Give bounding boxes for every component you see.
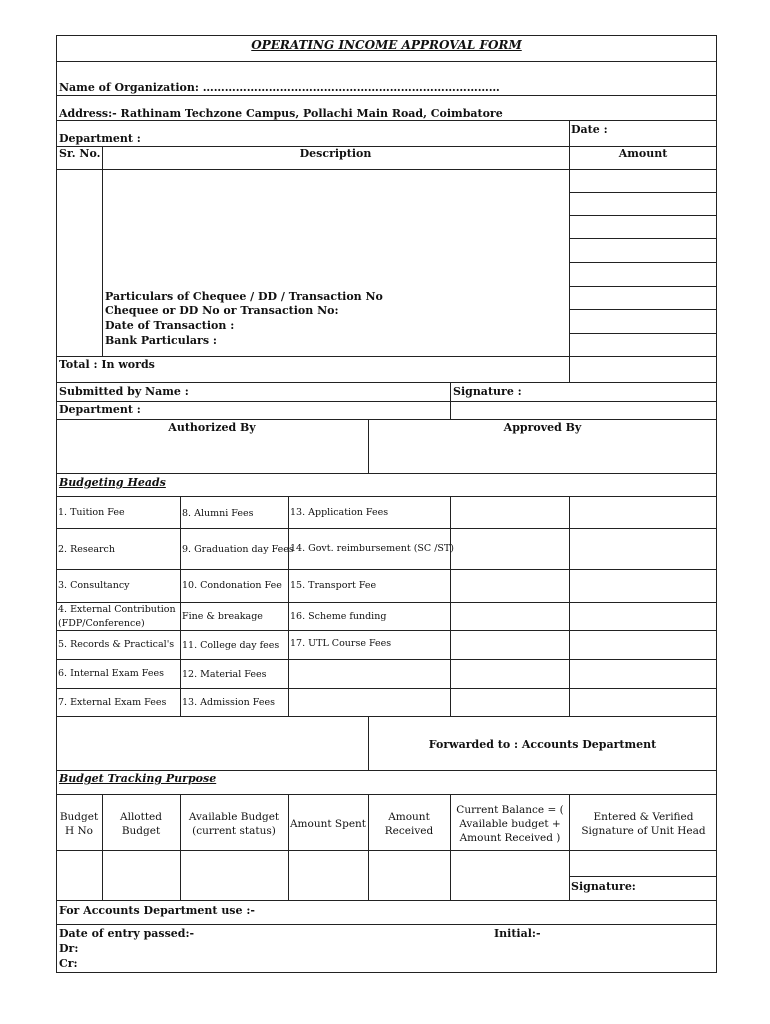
date-label: Date : [571,123,608,136]
particulars-line: Date of Transaction : [105,319,235,332]
rule [56,569,717,570]
budget-head: Fine & breakage [182,611,263,622]
rule [56,120,569,121]
rule [180,496,181,716]
budget-head: 14. Govt. reimbursement (SC /ST) [290,543,454,554]
rule [56,356,717,357]
rule [56,496,717,497]
budget-head: 1. Tuition Fee [58,507,125,518]
rule [569,192,717,193]
accounts-heading: For Accounts Department use :- [59,904,255,917]
rule [56,95,717,96]
budget-head: 12. Material Fees [182,669,267,680]
budget-head: 8. Alumni Fees [182,508,254,519]
budget-head: 16. Scheme funding [290,611,387,622]
tracking-header-signature: Entered & Verified Signature of Unit Head [581,811,706,837]
rule [56,924,717,925]
rule [56,528,717,529]
budgeting-heads-heading: Budgeting Heads [59,476,166,489]
rule [288,794,289,900]
tracking-header-available: Available Budget (current status) [188,811,280,837]
dr-label: Dr: [59,942,79,955]
budget-head: 5. Records & Practical's [58,639,175,650]
organization-label: Name of Organization: ……………………………………………………………………… [59,81,500,94]
submitted-by-label: Submitted by Name : [59,385,189,398]
rule [56,419,717,420]
rule [450,794,451,900]
total-label: Total : In words [59,358,155,371]
rule [288,496,289,716]
budget-head: 10. Condonation Fee [182,580,282,591]
rule [450,382,451,419]
rule [56,659,717,660]
date-entry-label: Date of entry passed:- [59,927,195,940]
rule [56,716,717,717]
forwarded-label: Forwarded to : Accounts Department [428,738,657,751]
budget-head: 13. Application Fees [290,507,389,518]
tracking-header-budget-h-no: Budget H No [59,811,99,837]
rule [569,309,717,310]
rule [102,146,103,356]
rule [56,794,717,795]
rule [56,770,717,771]
budget-head: 7. External Exam Fees [58,697,167,708]
rule [569,496,570,716]
budget-head: 15. Transport Fee [290,580,377,591]
rule [368,794,369,900]
rule [56,169,717,170]
rule [450,496,451,716]
rule [56,850,717,851]
rule [569,262,717,263]
budget-head: 13. Admission Fees [182,697,275,708]
budget-head: 9. Graduation day Fees [182,544,294,555]
rule [180,794,181,900]
rule [569,215,717,216]
approved-by-label: Approved By [503,421,582,434]
budget-head: 4. External Contribution (FDP/Conference) [58,604,176,629]
unit-head-signature-label: Signature: [571,880,636,893]
rule [569,794,570,900]
tracking-header-spent: Amount Spent [289,818,367,830]
rule [56,473,717,474]
rule [569,876,717,877]
tracking-header-allotted: Allotted Budget [120,811,162,837]
particulars-line: Chequee or DD No or Transaction No: [105,304,339,317]
amount-header: Amount [618,147,668,160]
rule [569,333,717,334]
budget-head: 11. College day fees [182,640,280,651]
form-title: OPERATING INCOME APPROVAL FORM [251,38,522,52]
rule [569,120,717,121]
rule [569,286,717,287]
budget-head: 2. Research [58,544,115,555]
rule [56,401,717,402]
rule [56,382,717,383]
department2-label: Department : [59,403,141,416]
rule [56,900,717,901]
address-label: Address:- Rathinam Techzone Campus, Pollachi Main Road, Coimbatore [59,107,503,120]
budget-head: 6. Internal Exam Fees [58,668,164,679]
initial-label: Initial:- [494,927,541,940]
tracking-header-received: Amount Received [384,811,434,837]
department-label: Department : [59,132,141,145]
signature-label: Signature : [453,385,522,398]
sr-no-header: Sr. No. [59,147,101,160]
particulars-line: Bank Particulars : [105,334,217,347]
authorized-by-label: Authorized By [168,421,256,434]
budget-head: 17. UTL Course Fees [290,638,392,649]
budget-tracking-heading: Budget Tracking Purpose [59,772,217,785]
description-header: Description [299,147,372,160]
rule [56,688,717,689]
rule [569,238,717,239]
rule [56,61,717,62]
particulars-line: Particulars of Chequee / DD / Transaction No [105,290,383,303]
cr-label: Cr: [59,957,78,970]
budget-head: 3. Consultancy [58,580,130,591]
tracking-header-balance: Current Balance = ( Available budget + Amount Received ) [456,804,564,844]
